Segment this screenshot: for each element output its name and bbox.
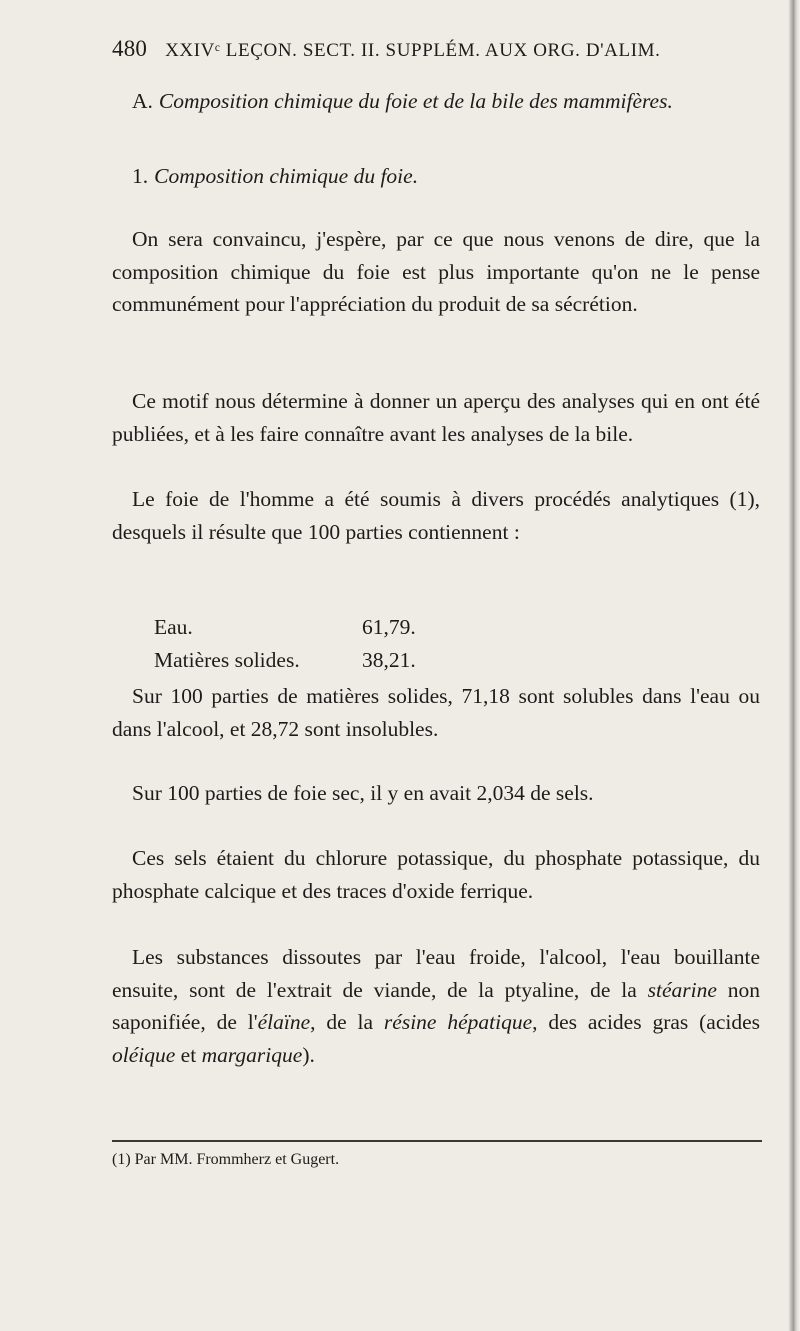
subsection-title: Composition chimique du foie. (154, 164, 419, 188)
row-label: Eau. (154, 615, 193, 639)
paragraph-5 (112, 777, 760, 810)
paragraph-4 (112, 680, 760, 745)
row-label: Matières solides. (154, 648, 300, 672)
running-header (112, 36, 772, 62)
term-oleique: oléique (112, 1042, 176, 1067)
paragraph-7-text: , de la (310, 1010, 384, 1035)
term-elaine: élaïne (257, 1010, 311, 1035)
paragraph-2 (112, 385, 760, 450)
section-heading (112, 84, 762, 118)
page-number: 480 (112, 36, 148, 61)
paragraph-1 (112, 223, 760, 321)
subsection-heading (132, 161, 762, 191)
section-title: Composition chimique du foie et de la bile des mammifères. (158, 89, 673, 113)
paragraph-7-text: et (175, 1042, 202, 1067)
paragraph-7-text: Les substances dissoutes par l'eau froide, l'alcool, l'eau bouillante ensuite, sont de l'extrait de viande, de la ptyaline, de la (112, 945, 760, 1002)
paragraph-6-text: Ces sels étaient du chlorure potassique, du phosphate potassique, du phosphate calcique et des traces d'oxide ferrique. (112, 846, 760, 903)
footnote: (1) Par MM. Frommherz et Gugert. (112, 1151, 340, 1168)
paragraph-3-text: Le foie de l'homme a été soumis à divers procédés analytiques (1), desquels il résulte que 100 parties contiennent : (112, 487, 760, 544)
page-edge-shadow (788, 0, 800, 1331)
subsection-number: 1. (132, 164, 149, 188)
row-value: 38,21. (362, 648, 416, 672)
paragraph-7-text: , des acides gras (acides (532, 1010, 761, 1035)
paragraph-7-text: non saponifiée, de l' (112, 977, 760, 1035)
composition-row-water (154, 612, 416, 642)
paragraph-3 (112, 483, 760, 548)
paragraph-6 (112, 842, 760, 907)
term-stearine: stéarine (647, 977, 717, 1002)
running-title: XXIVᶜ LEÇON. SECT. II. SUPPLÉM. AUX ORG. D'ALIM. (165, 40, 661, 61)
paragraph-2-text: Ce motif nous détermine à donner un aperçu des analyses qui en ont été publiées, et à les faire connaître avant les analyses de la bile. (112, 389, 760, 446)
paragraph-5-text: Sur 100 parties de foie sec, il y en avait 2,034 de sels. (132, 781, 594, 805)
composition-row-solids (154, 645, 416, 675)
paragraph-1-text: On sera convaincu, j'espère, par ce que nous venons de dire, que la composition chimique du foie est plus importante qu'on ne le pense communément pour l'appréciation du produit de sa sécrétion. (112, 227, 760, 317)
row-value: 61,79. (362, 615, 416, 639)
footnote-divider (112, 1140, 762, 1142)
term-resine-hepatique: résine hépatique (383, 1010, 533, 1035)
section-letter: A. (132, 89, 153, 113)
term-margarique: margarique (201, 1042, 303, 1067)
paragraph-7 (112, 941, 760, 1071)
paragraph-7-text: ). (302, 1042, 315, 1067)
paragraph-4-text: Sur 100 parties de matières solides, 71,18 sont solubles dans l'eau ou dans l'alcool, et 28,72 sont insolubles. (112, 684, 760, 741)
